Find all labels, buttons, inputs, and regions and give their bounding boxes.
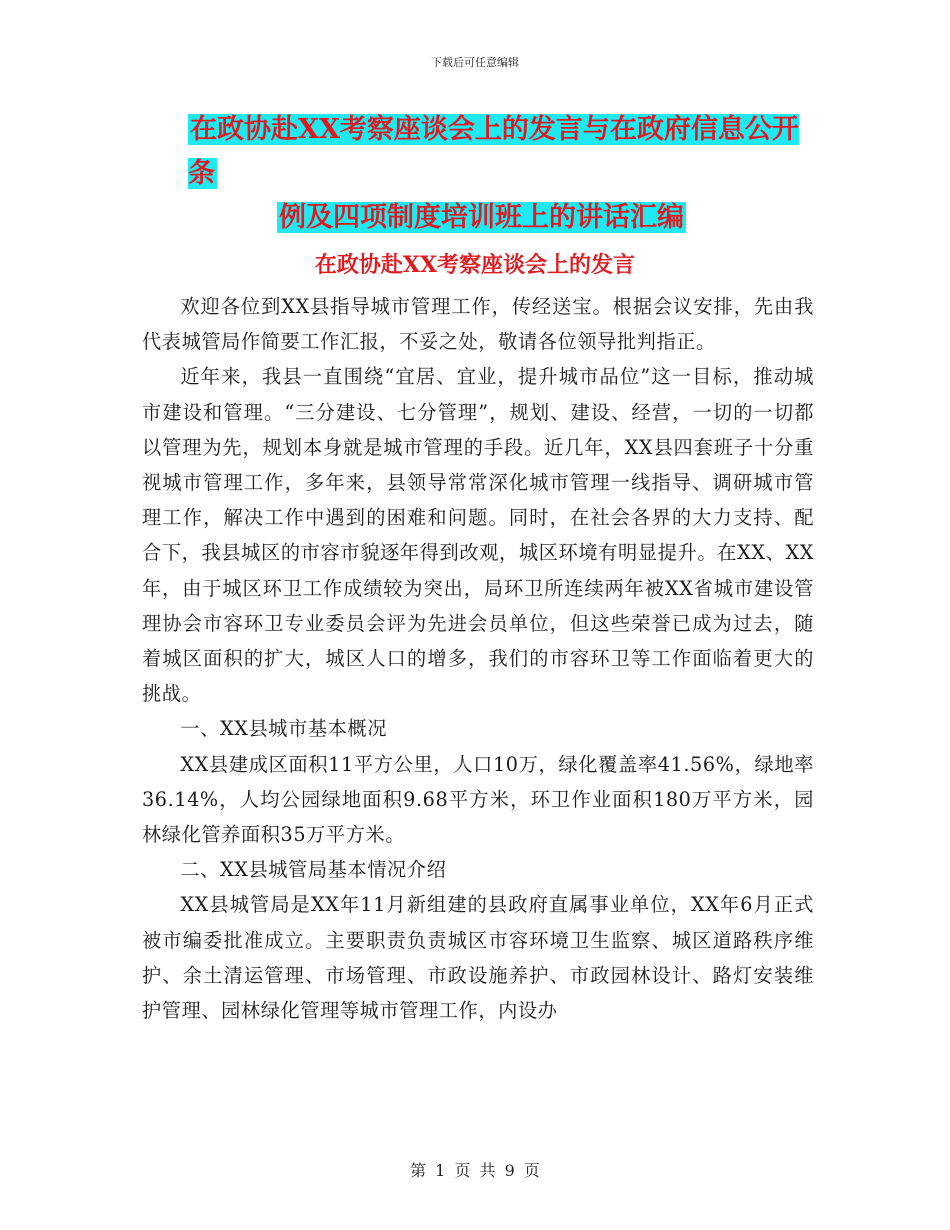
page-footer: 第 1 页 共 9 页 — [410, 1161, 540, 1180]
body-text — [142, 289, 814, 1028]
section-heading: 二、XX县城管局基本情况介绍 — [180, 858, 447, 882]
main-title — [140, 108, 820, 240]
paragraph: 欢迎各位到XX县指导城市管理工作，传经送宝。根据会议安排，先由我代表城管局作简要工作汇报，不妥之处，敬请各位领导批判指正。 — [142, 295, 814, 354]
main-title-line-1: 在政协赴XX考察座谈会上的发言与在政府信息公开条 — [188, 114, 799, 189]
paragraph: XX县城管局是XX年11月新组建的县政府直属事业单位，XX年6月正式被市编委批准成立。主要职责负责城区市容环境卫生监察、城区道路秩序维护、余土清运管理、市场管理、市政设施养护、市政园林设计、路灯安装维护管理、园林绿化管理等城市管理工作，内设办 — [142, 893, 814, 1023]
section-title: 在政协赴XX考察座谈会上的发言 — [314, 252, 636, 278]
main-title-line-2: 例及四项制度培训班上的讲话汇编 — [279, 202, 684, 233]
paragraph: XX县建成区面积11平方公里，人口10万，绿化覆盖率41.56%，绿地率36.14%，人均公园绿地面积9.68平方米，环卫作业面积180万平方米，园林绿化管养面积35万平方米。 — [142, 752, 814, 847]
section-heading: 一、XX县城市基本概况 — [180, 717, 387, 741]
header-note: 下载后可任意编辑 — [431, 56, 519, 69]
paragraph: 近年来，我县一直围绕“宜居、宜业，提升城市品位”这一目标，推动城市建设和管理。“三分建设、七分管理”，规划、建设、经营，一切的一切都以管理为先，规划本身就是城市管理的手段。近几年，XX县四套班子十分重视城市管理工作，多年来，县领导常常深化城市管理一线指导、调研城市管理工作，解决工作中遇到的困难和问题。同时，在社会各界的大力支持、配合下，我县城区的市容市貌逐年得到改观，城区环境有明显提升。在XX、XX年，由于城区环卫工作成绩较为突出，局环卫所连续两年被XX省城市建设管理协会市容环卫专业委员会评为先进会员单位，但这些荣誉已成为过去，随着城区面积的扩大，城区人口的增多，我们的市容环卫等工作面临着更大的挑战。 — [142, 365, 814, 706]
